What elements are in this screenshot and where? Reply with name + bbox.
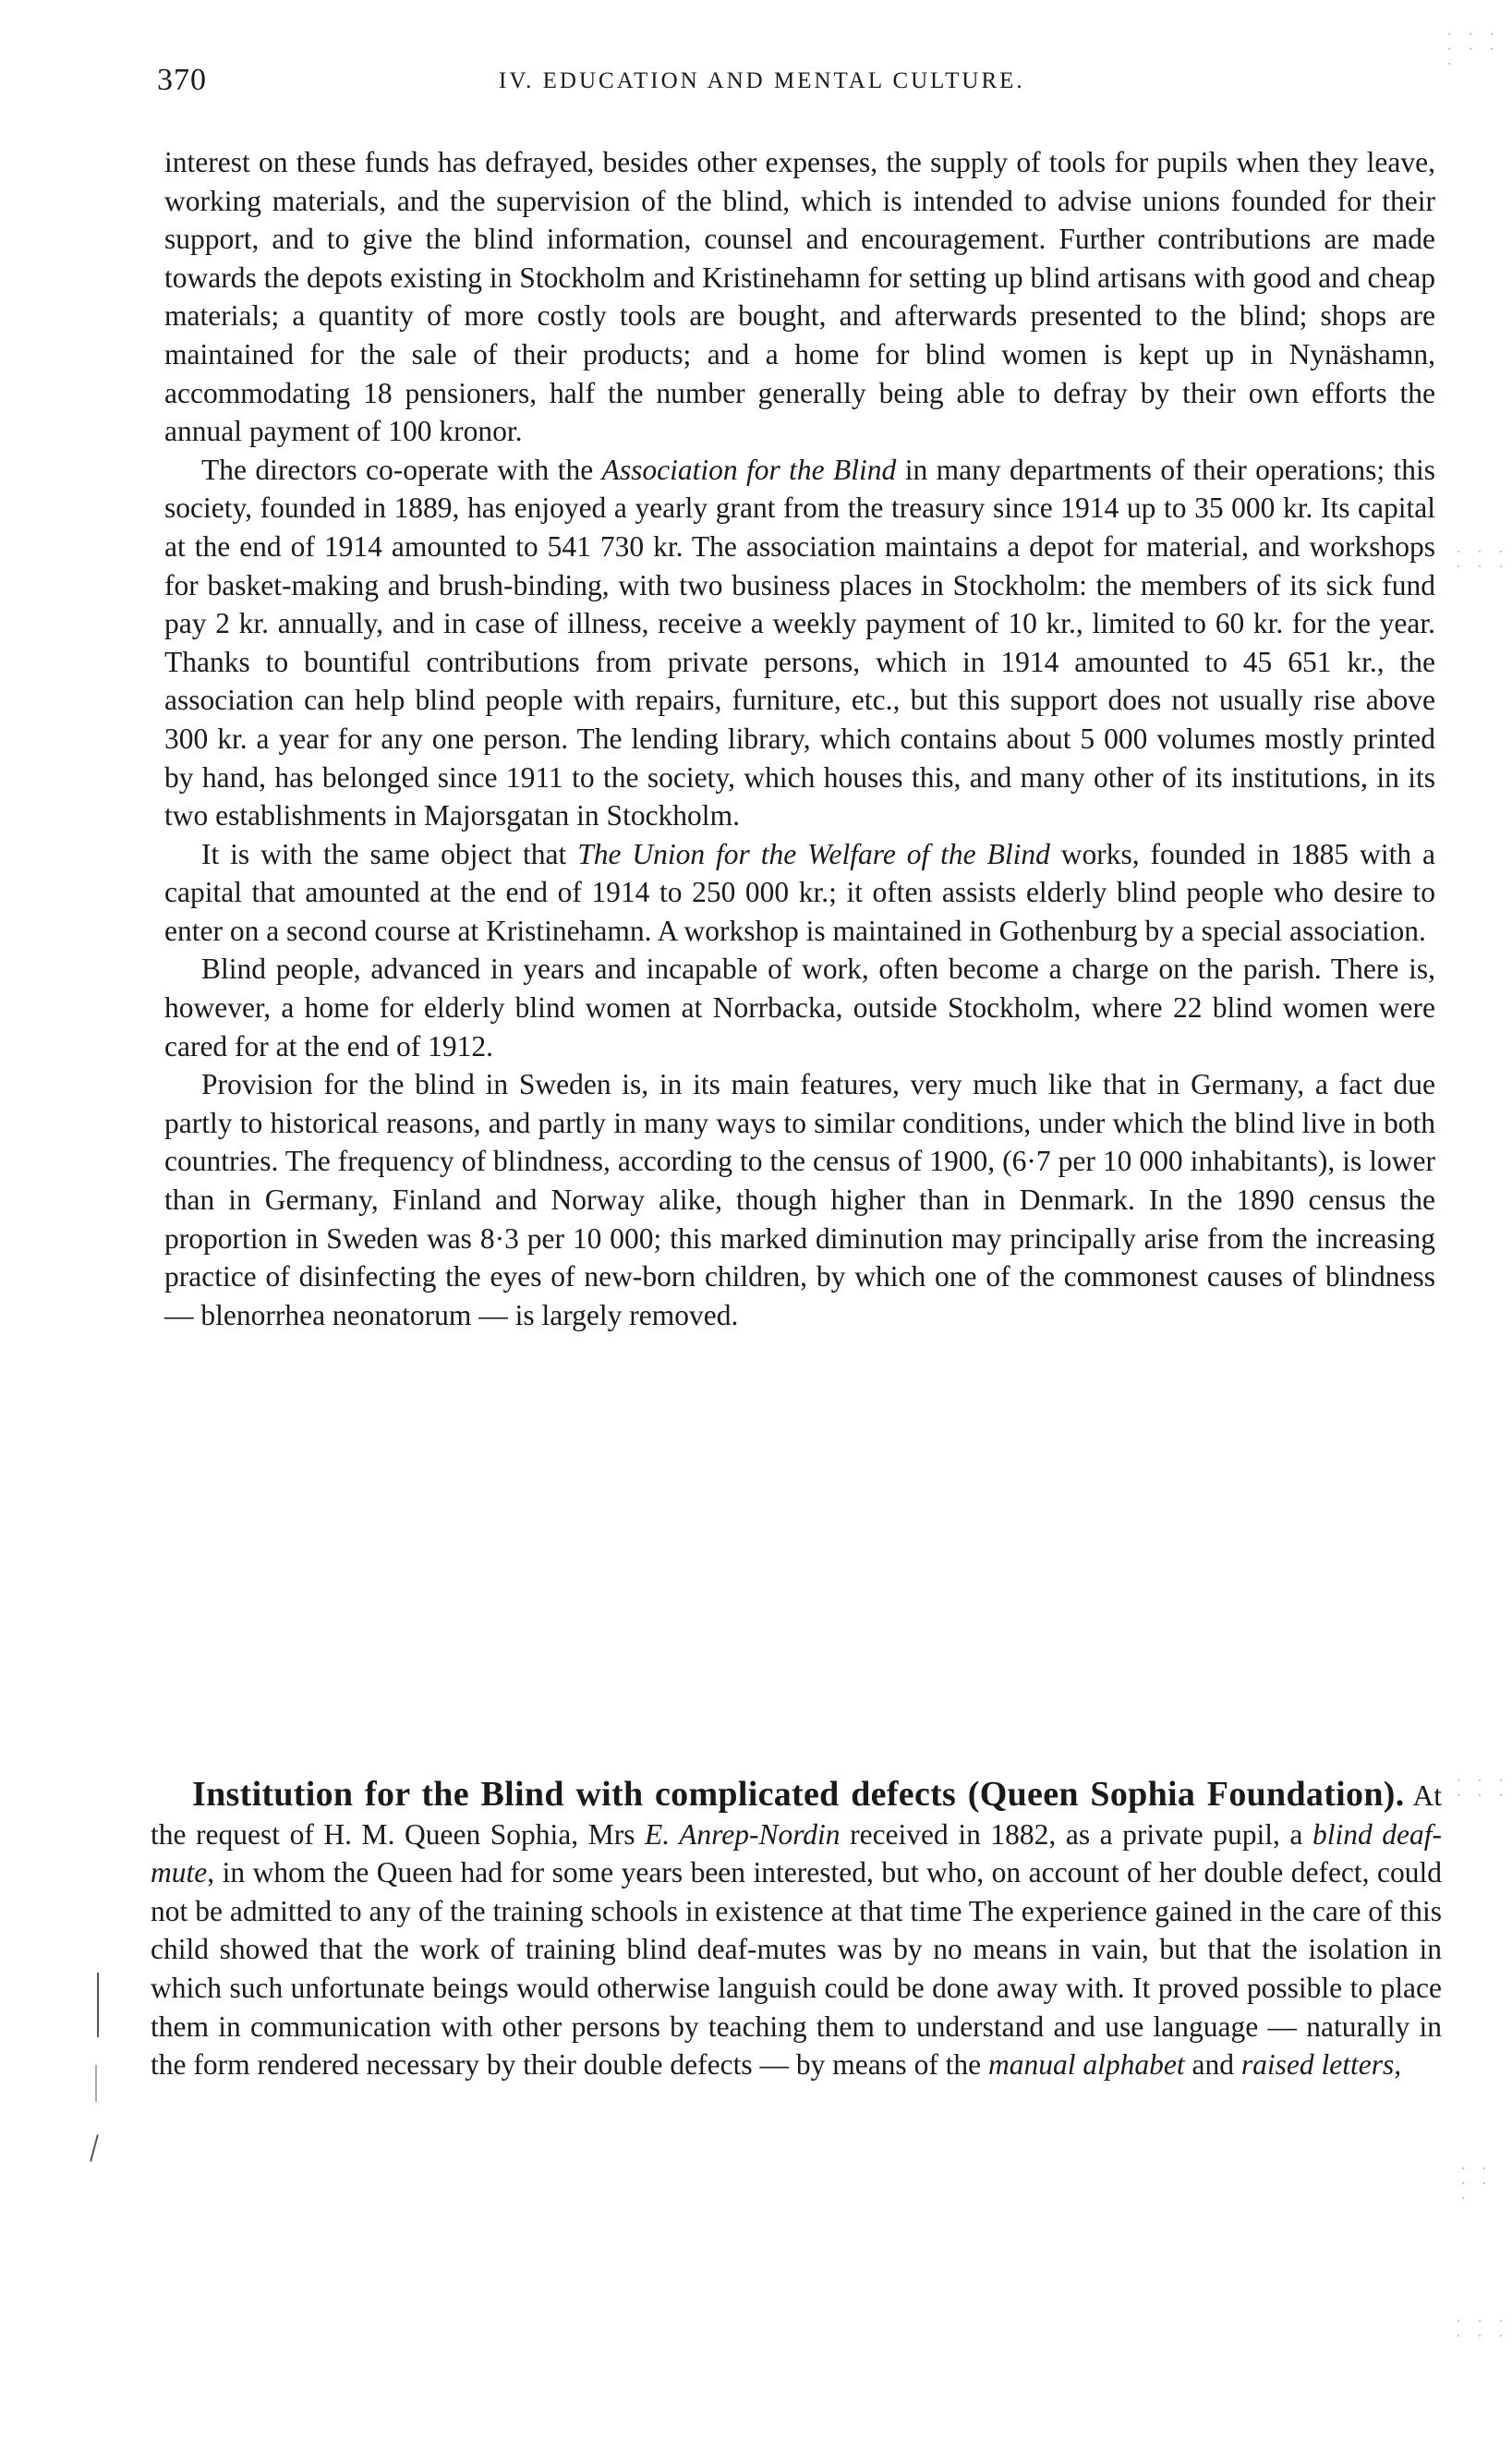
term-blind-deaf-mute: blind deaf-mute [151,1817,1442,1889]
margin-line [97,1973,99,2037]
paragraph-funds: interest on these funds has defrayed, besides other expenses, the supply of tools for pupils when they leave, working materials, and the supervision of the blind, which is intended to advise unions founded for their support, and to give the blind information, counsel and encouragement. Further contributions are made towards the depots existing in Stockholm and Kristinehamn for setting up blind artisans with good and cheap materials; a quantity of more costly tools are bought, and afterwards presented to the blind; shops are maintained for the sale of their products; and a home for blind women is kept up in Nynäshamn, accommodating 18 pensioners, half the number generally being able to defray by their own efforts the annual payment of 100 kronor. [164,146,1435,448]
text-run: and [1184,2048,1241,2082]
paragraph-association [164,451,1435,835]
queen-sophia-section [151,1776,1442,2084]
text-run: in many departments of their operations; this society, founded in 1889, has enjoyed a yearly grant from the treasury since 1914 up to 35 000 kr. Its capital at the end of 1914 amounted to 541 730 kr. The association maintains a depot for material, and workshops for basket-making and brush-binding, with two business places in Stockholm: the members of its sick fund pay 2 kr. annually, and in case of illness, receive a weekly payment of 10 kr., limited to 60 kr. for the year. Thanks to bountiful contributions from private persons, which in 1914 amounted to 45 651 kr., the association can help blind people with repairs, furniture, etc., but this support does not usually rise above 300 kr. a year for any one person. The lending library, which contains about 5 000 volumes mostly printed by hand, has belonged since 1911 to the society, which houses this, and many other of its institutions, in its two establishments in Majorsgatan in Stockholm. [164,453,1435,832]
text-run: received in 1882, as a private pupil, a [840,1817,1312,1851]
margin-line [90,2134,99,2161]
text-run: works, founded in 1885 with a capital that amounted at the end of 1914 to 250 000 kr.; it often assists elderly blind people who desire to enter on a second course at Kristinehamn. A workshop is maintained in Gothenburg by a special association. [164,837,1435,947]
body-text [164,143,1435,1334]
page-number: 370 [157,63,207,97]
text-run: It is with the same object that [201,837,578,870]
text-run: , in whom the Queen had for some years been interested, but who, on account of her double defect, could not be admitted to any of the training schools in existence at that time The experience gained in the care of this child showed that the work of training blind deaf-mutes was by no means in vain, but that the isolation in which such unfortunate beings would otherwise languish could be done away with. It proved possible to place them in communication with other persons by teaching them to understand and use language — naturally in the form rendered necessary by their double defects — by means of the [151,1856,1442,2082]
section-paragraph [151,1776,1442,2084]
paragraph-provision: Provision for the blind in Sweden is, in its main features, very much like that in Germany, a fact due partly to historical reasons, and partly in many ways to similar conditions, under which the blind live in both countries. The frequency of blindness, according to the census of 1900, (6·7 per 10 000 inhabitants), is lower than in Germany, Finland and Norway alike, though higher than in Denmark. In the 1890 census the proportion in Sweden was 8·3 per 10 000; this marked diminution may principally arise from the increasing practice of disinfecting the eyes of new-born children, by which one of the commonest causes of blindness — blenorrhea neonatorum — is largely removed. [164,1068,1435,1331]
margin-dots: · · · · · · [1455,545,1508,575]
section-title: Institution for the Blind with complicated defects (Queen Sophia Foundation). [192,1775,1405,1814]
text-run: At the request of H. M. Queen Sophia, Mrs [151,1779,1442,1851]
person-name: E. Anrep-Nordin [645,1817,841,1851]
paragraph-elderly: Blind people, advanced in years and incapable of work, often become a charge on the parish. There is, however, a home for elderly blind women at Norrbacka, outside Stockholm, where 22 blind women were cared for at the end of 1912. [164,953,1435,1063]
margin-dots: · · · · · · [1455,1774,1508,1803]
association-name: Association for the Blind [601,453,897,486]
margin-line [95,2065,97,2102]
paragraph-union [164,835,1435,951]
margin-dots: · · · · · · · [1445,28,1499,72]
text-run: The directors co-operate with the [201,453,602,486]
running-head: IV. EDUCATION AND MENTAL CULTURE. [499,68,1025,93]
margin-dots: · · · · · [1459,2162,1492,2206]
term-manual-alphabet: manual alphabet [988,2048,1185,2082]
union-name: The Union for the Welfare of the Blind [577,837,1050,870]
margin-dots: · · · · · · [1455,2314,1508,2344]
page-header [157,63,1441,109]
term-raised-letters: raised letters, [1240,2048,1402,2082]
